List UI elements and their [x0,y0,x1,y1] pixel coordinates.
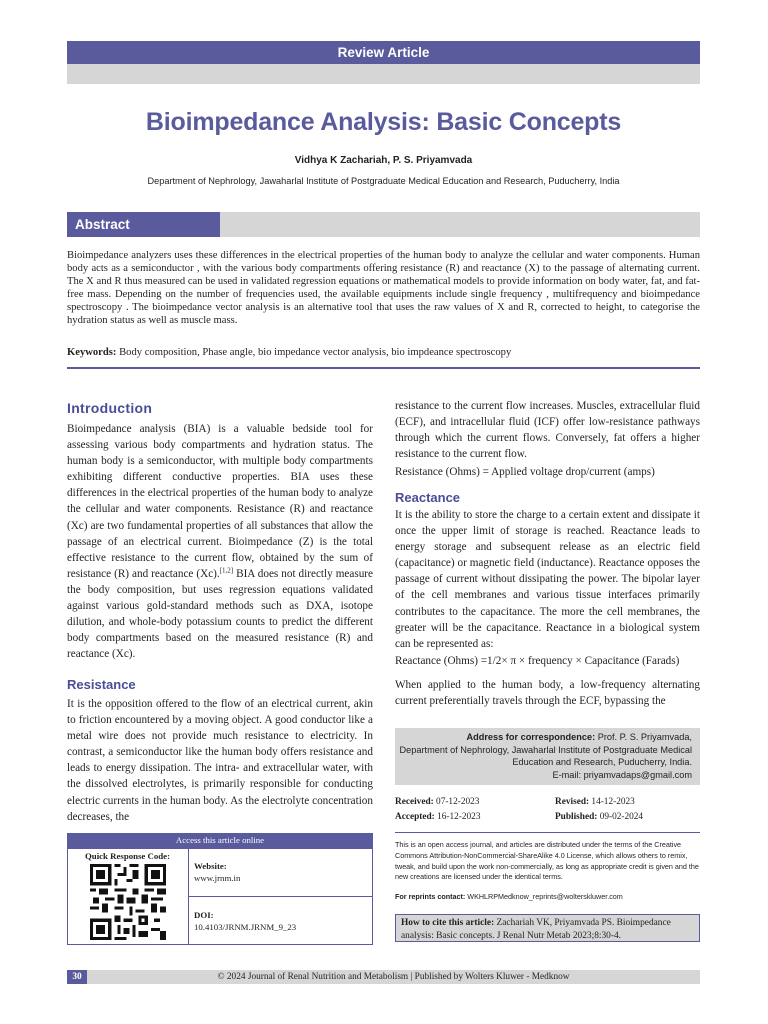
authors: Vidhya K Zachariah, P. S. Priyamvada [294,155,473,166]
citation-label: How to cite this article: [401,918,495,928]
reprints-email[interactable]: WKHLRPMedknow_reprints@wolterskluwer.com [465,892,623,901]
intro-text-b: BIA does not directly measure the body composition, but uses regression equations validated against various gold-standard methods such as DXA, isotope dilution, and whole-body potassium counts to predict the different body compartments based on the measured resistance (R) and reactance (Xc). [67,567,373,661]
citation-text: Zachariah VK, Priyamvada PS. Bioimpedance analysis: Basic concepts. J Renal Nutr Metab 2023;8:30-4. [401,918,671,941]
doi-link[interactable]: 10.4103/JRNM.JRNM_9_23 [194,922,297,932]
revised-date [555,795,635,810]
correspondence-email[interactable]: E-mail: priyamvadaps@gmail.com [552,769,692,780]
reprints-contact [395,892,700,901]
license-text: This is an open access journal, and articles are distributed under the terms of the Creative Commons Attribution-NonCommercial-ShareAlike 4.0 License, which allows others to remix, tweak, and build upon the work non-commercially, as long as appropriate credit is given and the new creations are licensed under the identical terms. [395,840,699,882]
accepted-label: Accepted: [395,812,435,822]
doi-label: DOI: [194,910,214,920]
qr-code-icon[interactable] [90,864,166,940]
keywords-divider [67,367,700,369]
published-label: Published: [555,812,598,822]
intro-text-a: Bioimpedance analysis (BIA) is a valuable bedside tool for assessing various body compartments and hydration status. The human body is a semiconductor, with multiple body compartments exhibiting different conductive properties. BIA uses these differences in the electrical properties of the human body to analyze the cellular and water components. Resistance (R) and reactance (Xc) are two fundamental properties of all substances that allow the passage of an electrical current. Bioimpedance (Z) is the total effective resistance to the current flow, obtained by the sum of resistance (R) and reactance (Xc). [67,423,373,580]
dates-divider [395,832,700,833]
intro-citation[interactable]: [1,2] [219,566,234,575]
revised-label: Revised: [555,797,590,807]
keywords [67,347,700,358]
access-online-heading: Access this article online [67,833,373,848]
published-date [555,810,643,825]
correspondence-name: Prof. P. S. Priyamvada, [595,732,692,742]
keywords-list: Body composition, Phase angle, bio impedance vector analysis, bio impdeance spectroscopy [119,347,512,358]
keywords-label: Keywords: [67,347,117,358]
reactance-heading: Reactance [395,490,461,505]
article-type-banner: Review Article [67,41,700,64]
article-title: Bioimpedance Analysis: Basic Concepts [145,108,622,136]
access-row-divider [189,896,373,897]
reactance-text: It is the ability to store the charge to a certain extent and dissipate it once the upper limit of storage is reached. Reactance leads to energy storage and subsequent release as an electric field (capacitance) or magnetic field (inductance). Reactance opposes the passage of current without dissipating the power. The bipolar layer of the cell membranes and various tissue interfaces primarily contributes to the capacitance. The more the cell membranes, the greater will be the capacitance. Reactance in a biological system can be represented as: [395,509,700,650]
introduction-heading: Introduction [67,400,153,416]
accepted-date [395,810,480,825]
affiliation: Department of Nephrology, Jawaharlal Institute of Postgraduate Medical Education and Research, Puducherry, India [147,176,620,186]
accepted-value: 16-12-2023 [434,812,481,822]
qr-code-label: Quick Response Code: [84,851,171,861]
revised-value: 14-12-2023 [589,797,635,807]
abstract-strip [220,212,700,237]
body-continuation: When applied to the human body, a low-frequency alternating current preferentially travels through the ECF, bypassing the [395,679,700,708]
banner-strip [67,64,700,84]
introduction-text [67,421,373,662]
website-label: Website: [194,861,227,871]
correspondence-inst: Education and Research, Puducherry, India. [512,757,692,767]
correspondence-box [395,728,700,785]
resistance-text: It is the opposition offered to the flow of an electrical current, akin to friction encountered by a moving object. A good conductor like a metal wire does not provide much resistance to electricity. In contrast, a semiconductor like the human body offers resistance and leads to energy dissipation. The intra- and extracellular water, with the dissolved electrolytes, is primarily responsible for conducting electric currents in the human body. As the electrolyte concentration decreases, the [67,698,373,823]
citation-box [395,914,700,942]
received-value: 07-12-2023 [433,797,480,807]
abstract-text: Bioimpedance analyzers uses these differences in the electrical properties of the human body to analyze the cellular and water components. Human body acts as a semiconductor , with the various body compartments offering resistance (R) and reactance (X) to the passage of alternating current. The X and R thus measured can be used in validated regression equations or mathematical models to provide information on body water, fat, and fat-free mass. Depending on the number of frequencies used, the available equipments include single frequency , multifrequency and bioimpedance spectroscopy . The bioimpedance vector analysis is an alternative tool that uses the raw values of X and R, corrected to height, to categorise the hydration status as well as muscle mass. [67,250,700,327]
abstract-heading: Abstract [67,212,220,237]
reactance-formula: Reactance (Ohms) =1/2× π × frequency × Capacitance (Farads) [395,655,680,667]
website-link[interactable]: www.jrnm.in [194,873,241,883]
reprints-label: For reprints contact: [395,892,466,901]
published-value: 09-02-2024 [597,812,644,822]
resistance-heading: Resistance [67,677,136,692]
correspondence-label: Address for correspondence: [466,732,596,742]
footer-text: © 2024 Journal of Renal Nutrition and Metabolism | Published by Wolters Kluwer - Medknow [217,972,570,982]
page-number: 30 [67,970,87,984]
resistance-continuation: resistance to the current flow increases. Muscles, extracellular fluid (ECF), and intracellular fluid (ICF) offer low-resistance pathways through which the current flows. Conversely, fat offers a higher resistance to the current flow. [395,400,700,461]
received-date [395,795,479,810]
correspondence-dept: Department of Nephrology, Jawaharlal Institute of Postgraduate Medical [399,744,692,755]
received-label: Received: [395,797,434,807]
resistance-formula: Resistance (Ohms) = Applied voltage drop/current (amps) [395,466,655,478]
